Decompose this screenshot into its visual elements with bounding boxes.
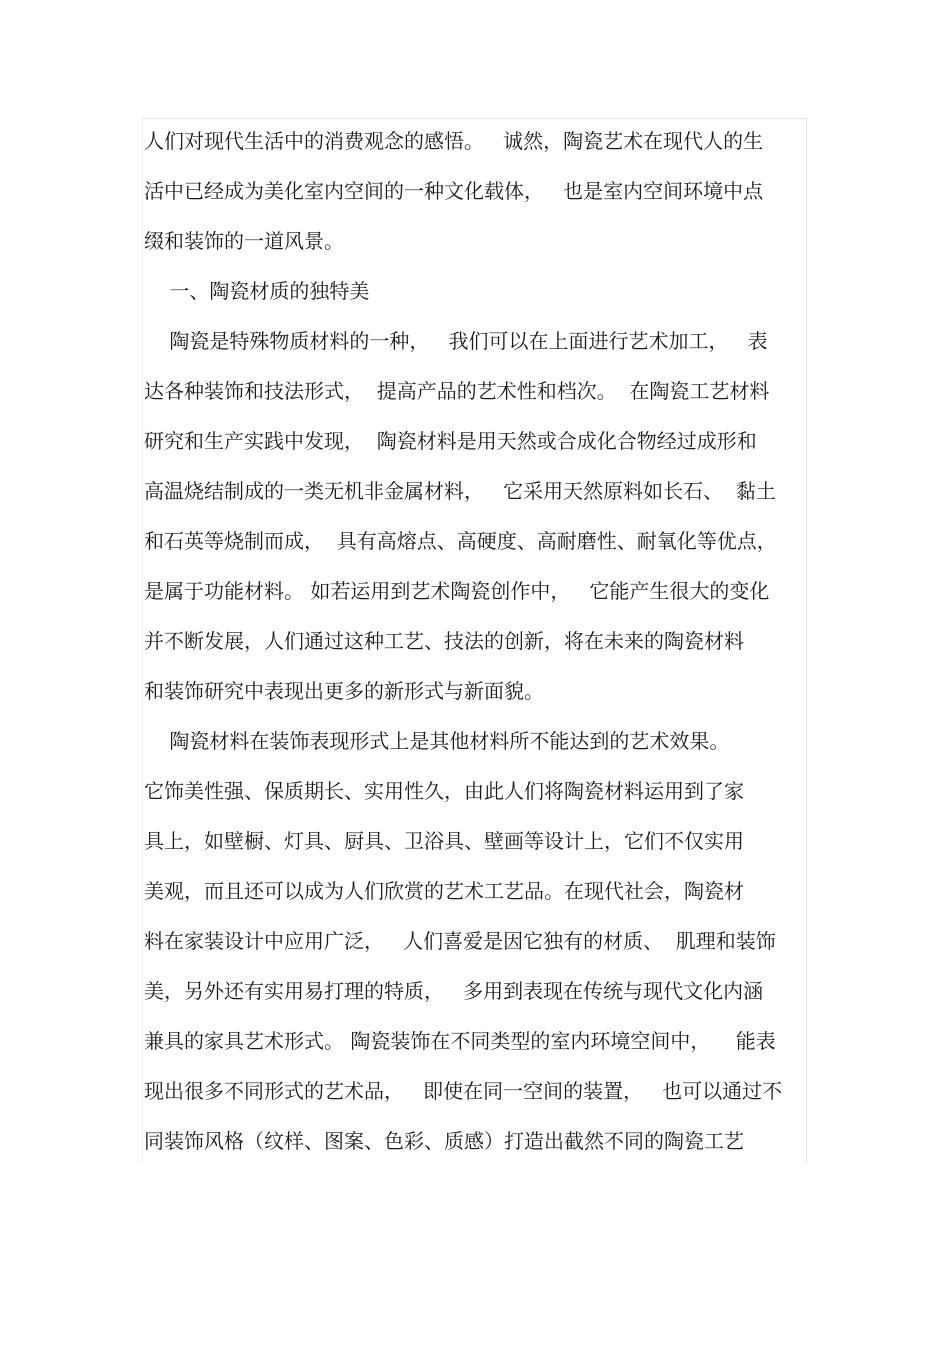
text-line: 料在家装设计中应用广泛， 人们喜爱是因它独有的材质、 肌理和装饰 <box>144 929 776 953</box>
section-heading: 一、陶瓷材质的独特美 <box>144 279 370 303</box>
text-line: 美，另外还有实用易打理的特质， 多用到表现在传统与现代文化内涵 <box>144 979 764 1003</box>
text-line: 现出很多不同形式的艺术品， 即使在同一空间的装置， 也可以通过不 <box>144 1079 783 1103</box>
text-line: 活中已经成为美化室内空间的一种文化载体， 也是室内空间环境中点 <box>144 179 764 203</box>
text-line: 高温烧结制成的一类无机非金属材料， 它采用天然原料如长石、 黏土 <box>144 479 776 503</box>
text-line: 达各种装饰和技法形式， 提高产品的艺术性和档次。 在陶瓷工艺材料 <box>144 379 770 403</box>
text-line: 具上，如壁橱、灯具、厨具、卫浴具、壁画等设计上，它们不仅实用 <box>144 829 744 853</box>
text-line: 缀和装饰的一道风景。 <box>144 229 344 253</box>
text-line: 是属于功能材料。 如若运用到艺术陶瓷创作中， 它能产生很大的变化 <box>144 579 770 603</box>
text-line: 人们对现代生活中的消费观念的感悟。 诚然，陶瓷艺术在现代人的生 <box>144 129 764 153</box>
text-line: 并不断发展，人们通过这种工艺、技法的创新，将在未来的陶瓷材料 <box>144 629 744 653</box>
text-line: 它饰美性强、保质期长、实用性久，由此人们将陶瓷材料运用到了家 <box>144 779 744 803</box>
text-line: 陶瓷是特殊物质材料的一种， 我们可以在上面进行艺术加工， 表 <box>144 329 768 353</box>
text-line: 和石英等烧制而成， 具有高熔点、高硬度、高耐磨性、耐氧化等优点， <box>144 529 777 553</box>
text-line: 兼具的家具艺术形式。 陶瓷装饰在不同类型的室内环境空间中， 能表 <box>144 1029 776 1053</box>
text-line: 和装饰研究中表现出更多的新形式与新面貌。 <box>144 679 544 703</box>
text-line: 同装饰风格（纹样、图案、色彩、质感）打造出截然不同的陶瓷工艺 <box>144 1129 744 1153</box>
text-line: 研究和生产实践中发现， 陶瓷材料是用天然或合成化合物经过成形和 <box>144 429 757 453</box>
text-line: 美观，而且还可以成为人们欣赏的艺术工艺品。在现代社会，陶瓷材 <box>144 879 744 903</box>
text-line: 陶瓷材料在装饰表现形式上是其他材料所不能达到的艺术效果。 <box>144 729 730 753</box>
